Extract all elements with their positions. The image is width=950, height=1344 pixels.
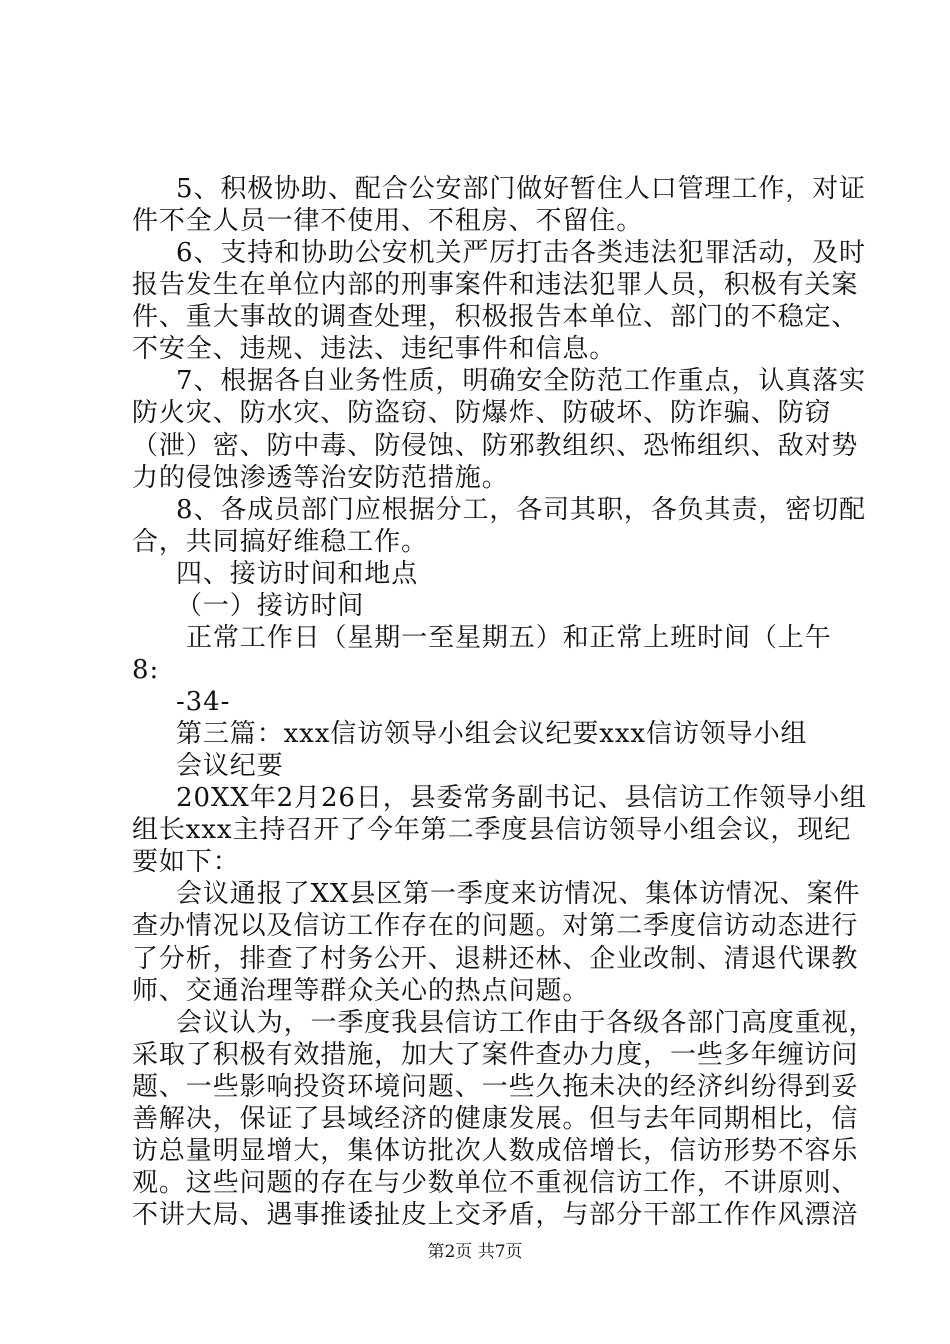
- chapter-subtitle: 会议纪要: [176, 751, 284, 781]
- text-line: 要如下：: [132, 847, 240, 877]
- text-line: 不安全、违规、违法、违纪事件和信息。: [132, 334, 617, 364]
- chapter-title: 第三篇：xxx信访领导小组会议纪要xxx信访领导小组: [176, 719, 808, 749]
- text-line: 观。这些问题的存在与少数单位不重视信访工作，不讲原则、: [132, 1168, 859, 1198]
- subsection-heading: （一）接访时间: [176, 591, 365, 621]
- text-line: 查办情况以及信访工作存在的问题。对第二季度信访动态进行: [132, 911, 859, 941]
- text-line: 采取了积极有效措施，加大了案件查办力度，一些多年缠访问: [132, 1040, 859, 1070]
- text-line: 合，共同搞好维稳工作。: [132, 527, 428, 557]
- text-line: 师、交通治理等群众关心的热点问题。: [132, 976, 590, 1006]
- text-line: 8、各成员部门应根据分工，各司其职，各负其责，密切配: [176, 495, 866, 525]
- text-line: 题、一些影响投资环境问题、一些久拖未决的经济纠纷得到妥: [132, 1072, 859, 1102]
- text-line: 报告发生在单位内部的刑事案件和违法犯罪人员，积极有关案: [132, 270, 859, 300]
- text-line: 6、支持和协助公安机关严厉打击各类违法犯罪活动，及时: [176, 238, 866, 268]
- text-line: 力的侵蚀渗透等治安防范措施。: [132, 463, 509, 493]
- text-line: 会议认为，一季度我县信访工作由于各级各部门高度重视，: [176, 1008, 876, 1038]
- section-heading: 四、接访时间和地点: [176, 559, 419, 589]
- text-line: 5、积极协助、配合公安部门做好暂住人口管理工作，对证: [176, 174, 866, 204]
- text-line: 8:: [132, 655, 160, 685]
- text-line: 善解决，保证了县域经济的健康发展。但与去年同期相比，信: [132, 1104, 859, 1134]
- text-line: 访总量明显增大，集体访批次人数成倍增长，信访形势不容乐: [132, 1136, 859, 1166]
- text-line: 不讲大局、遇事推诿扯皮上交矛盾，与部分干部工作作风漂涪: [132, 1200, 859, 1230]
- text-line: 了分析，排查了村务公开、退耕还林、企业改制、清退代课教: [132, 944, 859, 974]
- text-line: 防火灾、防水灾、防盗窃、防爆炸、防破坏、防诈骗、防窃: [132, 398, 832, 428]
- text-line: 组长xxx主持召开了今年第二季度县信访领导小组会议，现纪: [132, 815, 852, 845]
- text-line: 7、根据各自业务性质，明确安全防范工作重点，认真落实: [176, 366, 866, 396]
- text-line: 20XX年2月26日，县委常务副书记、县信访工作领导小组: [176, 783, 867, 813]
- text-line: 正常工作日（星期一至星期五）和正常上班时间（上午: [186, 623, 832, 653]
- text-line: 会议通报了XX县区第一季度来访情况、集体访情况、案件: [176, 879, 861, 909]
- text-line: 件不全人员一律不使用、不租房、不留住。: [132, 206, 644, 236]
- text-line: 件、重大事故的调查处理，积极报告本单位、部门的不稳定、: [132, 302, 859, 332]
- page-marker: -34-: [176, 687, 231, 717]
- page-footer: 第2页 共7页: [427, 1242, 523, 1262]
- text-line: （泄）密、防中毒、防侵蚀、防邪教组织、恐怖组织、敌对势: [132, 431, 859, 461]
